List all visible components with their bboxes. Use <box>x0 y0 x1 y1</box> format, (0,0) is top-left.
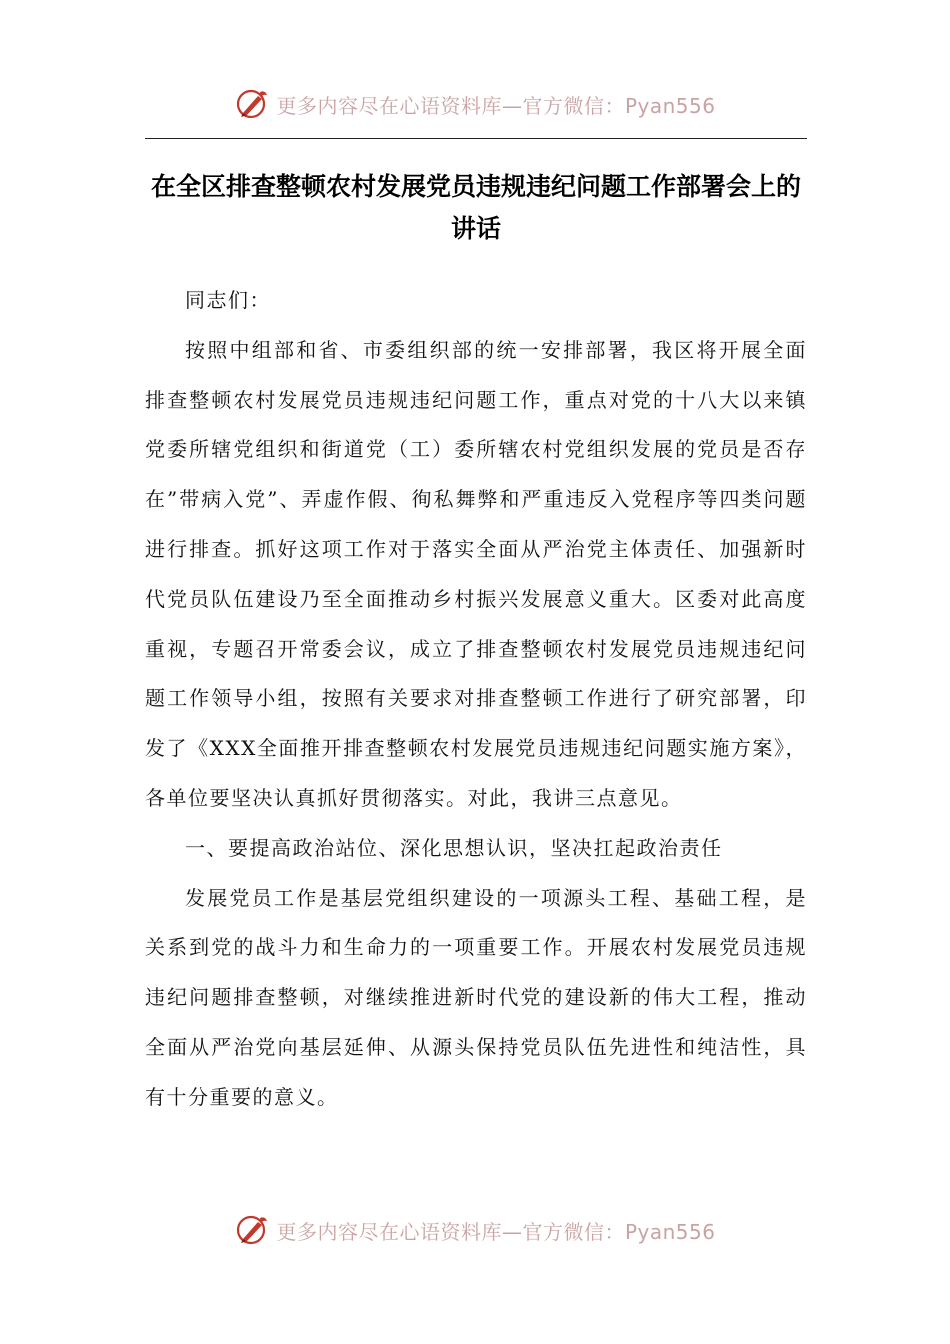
document-title: 在全区排查整顿农村发展党员违规违纪问题工作部署会上的讲话 <box>150 172 801 243</box>
header-banner-text: 更多内容尽在心语资料库—官方微信：Pyan556 <box>276 93 716 118</box>
document-body <box>145 276 807 1123</box>
salutation: 同志们： <box>185 288 271 312</box>
footer-banner-text: 更多内容尽在心语资料库—官方微信：Pyan556 <box>276 1219 716 1244</box>
pen-logo-icon <box>234 86 270 122</box>
section-heading-1: 一、要提高政治站位、深化思想认识，坚决扛起政治责任 <box>185 835 723 860</box>
paragraph-section-1: 发展党员工作是基层党组织建设的一项源头工程、基础工程，是关系到党的战斗力和生命力的一项重要工作。开展农村发展党员违规违纪问题排查整顿，对继续推进新时代党的建设新的伟大工程，推动全面从严治党向基层延伸、从源头保持党员队伍先进性和纯洁性，具有十分重要的意义。 <box>145 885 807 1109</box>
pen-logo-icon <box>234 1212 270 1248</box>
paragraph-intro: 按照中组部和省、市委组织部的统一安排部署，我区将开展全面排查整顿农村发展党员违规违纪问题工作，重点对党的十八大以来镇党委所辖党组织和街道党（工）委所辖农村党组织发展的党员是否存在”带病入党”、弄虚作假、徇私舞弊和严重违反入党程序等四类问题进行排查。抓好这项工作对于落实全面从严治党主体责任、加强新时代党员队伍建设乃至全面推动乡村振兴发展意义重大。区委对此高度重视，专题召开常委会议，成立了排查整顿农村发展党员违规违纪问题工作领导小组，按照有关要求对排查整顿工作进行了研究部署，印发了《XXX全面推开排查整顿农村发展党员违规违纪问题实施方案》，各单位要坚决认真抓好贯彻落实。对此，我讲三点意见。 <box>145 337 807 810</box>
header-banner <box>0 84 950 124</box>
header-rule <box>145 138 807 139</box>
footer-banner <box>0 1210 950 1250</box>
